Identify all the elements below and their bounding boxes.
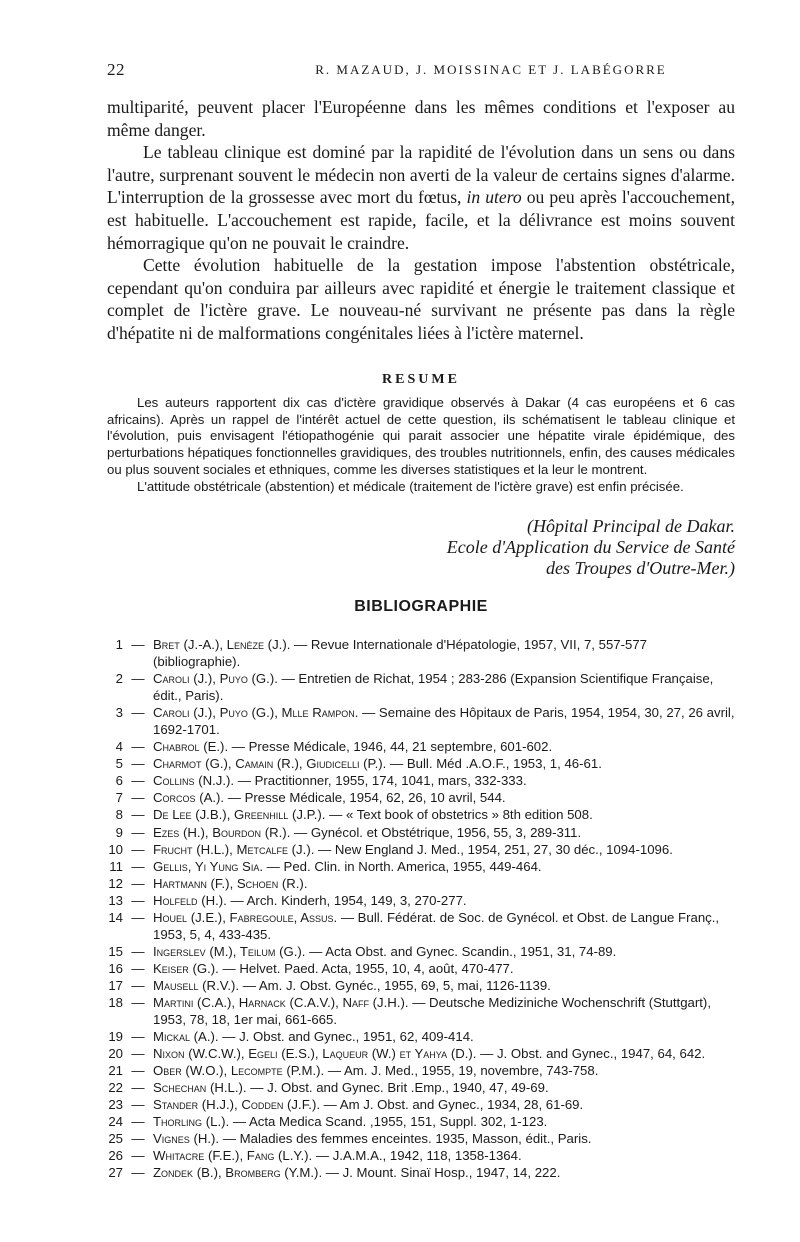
entry-dash: — [131,1080,145,1096]
entry-number: 6 [115,773,123,789]
entry-citation: — Am. J. Med., 1955, 19, novembre, 743-758. [324,1063,599,1079]
affiliation [300,516,735,579]
bibliography-entry [107,1028,735,1045]
bibliography-entry [107,1062,735,1079]
entry-number: 22 [108,1080,123,1096]
entry-citation: — New England J. Med., 1954, 251, 27, 30 déc., 1094-1096. [314,841,673,857]
entry-citation: — Presse Médicale, 1954, 62, 26, 10 avril, 544. [224,790,506,806]
entry-text [153,806,735,823]
body-text [107,96,735,345]
bibliography-entry [107,841,735,858]
entry-authors: Ezes (H.), Bourdon (R.). [153,824,291,840]
bibliography-entry [107,943,735,960]
bibliography-entry [107,1164,735,1181]
affiliation-line-3: des Troupes d'Outre-Mer.) [546,558,735,578]
entry-dash: — [131,705,145,721]
entry-dash: — [131,858,145,874]
entry-number: 26 [108,1148,123,1164]
entry-citation: — J.A.M.A., 1942, 118, 1358-1364. [312,1148,522,1164]
entry-citation: — Entretien de Richat, 1954 ; 283-286 (Expansion Scientifique Française, édit., Paris). [153,671,714,704]
entry-dash: — [131,943,145,959]
entry-number: 24 [108,1114,123,1130]
entry-citation: — « Text book of obstetrics » 8th edition 508. [325,807,593,823]
resume-paragraph-2: L'attitude obstétricale (abstention) et médicale (traitement de l'ictère grave) est enfin précisée. [137,478,684,494]
entry-citation: — Gynécol. et Obstétrique, 1956, 55, 3, 289-311. [290,824,582,840]
entry-citation: — Helvet. Paed. Acta, 1955, 10, 4, août, 470-477. [218,960,514,976]
entry-dash: — [131,892,145,908]
bibliography-title: BIBLIOGRAPHIE [354,598,488,615]
entry-authors: Caroli (J.), Puyo (G.), Mlle Rampon. [153,705,359,721]
entry-number: 23 [108,1097,123,1113]
paragraph-2-part-a: Le tableau clinique est dominé par la rapidité de l'évolution dans un sens ou dans l'autre, surprenant souvent le médecin non averti de la valeur de certains signes d'alarme. L'interruption de la grossesse avec mort du fœtus, [107,142,735,208]
entry-text [153,755,735,772]
entry-text [153,1147,735,1164]
entry-number: 5 [115,756,123,772]
entry-authors: Mickal (A.). [153,1029,219,1045]
bibliography-entry [107,670,735,704]
entry-authors: Ingerslev (M.), Teilum (G.). [153,943,306,959]
entry-citation: — Arch. Kinderh, 1954, 149, 3, 270-277. [226,892,467,908]
entry-text [153,994,735,1028]
bibliography-entry [107,824,735,841]
running-head: R. MAZAUD, J. MOISSINAC ET J. LABÉGORRE [315,62,667,77]
affiliation-line-2: Ecole d'Application du Service de Santé [446,537,735,557]
paragraph-2 [107,141,735,254]
entry-authors: Hartmann (F.), Schoen (R.). [153,875,308,891]
entry-authors: Chabrol (E.). [153,739,229,755]
entry-dash: — [131,960,145,976]
entry-dash: — [131,1165,145,1181]
entry-citation: — Semaine des Hôpitaux de Paris, 1954, 1954, 30, 27, 26 avril, 1692-1701. [153,705,735,738]
bibliography-entry [107,755,735,772]
entry-number: 3 [115,705,123,721]
entry-citation: — Acta Obst. and Gynec. Scandin., 1951, 31, 74-89. [305,943,617,959]
entry-dash: — [131,671,145,687]
entry-authors: Stander (H.J.), Codden (J.F.). [153,1097,321,1113]
entry-authors: Caroli (J.), Puyo (G.). [153,671,278,687]
bibliography-entry [107,738,735,755]
entry-dash: — [131,756,145,772]
entry-dash: — [131,909,145,925]
entry-dash: — [131,1046,145,1062]
entry-number: 16 [108,960,123,976]
entry-authors: Zondek (B.), Bromberg (Y.M.). [153,1165,323,1181]
entry-authors: Holfeld (H.). [153,892,227,908]
entry-text [153,636,735,670]
entry-citation: — Bull. Méd .A.O.F., 1953, 1, 46-61. [386,756,602,772]
entry-dash: — [131,637,145,652]
entry-text [153,892,735,909]
entry-number: 14 [108,909,123,925]
entry-citation: — Ped. Clin. in North. America, 1955, 449-464. [263,858,542,874]
entry-dash: — [131,1029,145,1045]
entry-citation: — Acta Medica Scand. ,1955, 151, Suppl. 302, 1-123. [229,1114,548,1130]
entry-dash: — [131,994,145,1010]
entry-authors: Gellis, Yi Yung Sia. [153,858,264,874]
bibliography-entry [107,772,735,789]
bibliography-entry [107,1130,735,1147]
entry-authors: Charmot (G.), Camain (R.), Giudicelli (P.). [153,756,387,772]
entry-authors: Keiser (G.). [153,960,219,976]
entry-citation: — Deutsche Mediziniche Wochenschrift (Stuttgart), 1953, 78, 18, 1er mai, 661-665. [153,994,711,1028]
paragraph-1: multiparité, peuvent placer l'Européenne dans les mêmes conditions et l'exposer au même danger. [107,97,735,140]
entry-authors: Vignes (H.). [153,1131,220,1147]
entry-citation: — Am J. Obst. and Gynec., 1934, 28, 61-69. [320,1097,584,1113]
entry-text [153,858,735,875]
entry-number: 21 [108,1063,123,1079]
bibliography-entry [107,1079,735,1096]
entry-text [153,772,735,789]
entry-number: 13 [108,892,123,908]
entry-text [153,1164,735,1181]
entry-number: 18 [108,994,123,1010]
entry-citation: — J. Obst. and Gynec., 1947, 64, 642. [476,1046,706,1062]
entry-authors: Thorling (L.). [153,1114,230,1130]
entry-number: 25 [108,1131,123,1147]
entry-number: 1 [115,637,123,652]
entry-authors: Mausell (R.V.). [153,977,240,993]
page-number: 22 [107,60,125,79]
bibliography-entry [107,875,735,892]
entry-text [153,1130,735,1147]
entry-number: 19 [108,1029,123,1045]
entry-authors: Corcos (A.). [153,790,225,806]
bibliography-entry [107,977,735,994]
entry-citation: — Bull. Fédérat. de Soc. de Gynécol. et Obst. de Langue Franç., 1953, 5, 4, 433-435. [153,909,720,942]
entry-number: 9 [115,824,123,840]
bibliography-entry [107,704,735,738]
entry-number: 11 [109,858,123,874]
entry-text [153,1096,735,1113]
entry-number: 12 [108,875,123,891]
bibliography-list [107,636,735,1182]
entry-text [153,738,735,755]
entry-citation: — Am. J. Obst. Gynéc., 1955, 69, 5, mai, 1126-1139. [239,977,551,993]
entry-text [153,704,735,738]
entry-citation: — J. Mount. Sinaï Hosp., 1947, 14, 222. [322,1165,561,1181]
entry-text [153,875,735,892]
entry-number: 2 [115,671,123,687]
paragraph-3: Cette évolution habituelle de la gestation impose l'abstention obstétricale, cependant qu'on conduira par ailleurs avec rapidité et énergie le traitement classique et complet de l'ictère grave. Le nouveau-né survivant ne présente pas dans la règle d'hépatite ni de malformations congénitales liées à l'ictère maternel. [107,255,735,343]
entry-dash: — [131,1063,145,1079]
bibliography-entry [107,789,735,806]
entry-text [153,824,735,841]
entry-authors: Frucht (H.L.), Metcalfe (J.). [153,841,315,857]
entry-citation: — Revue Internationale d'Hépatologie, 1957, VII, 7, 557-577 (bibliographie). [153,637,648,670]
bibliography-entry [107,1113,735,1130]
entry-number: 8 [115,807,123,823]
entry-number: 4 [115,739,123,755]
entry-number: 10 [108,841,123,857]
entry-number: 27 [108,1165,123,1181]
entry-dash: — [131,824,145,840]
entry-text [153,909,735,943]
entry-dash: — [131,875,145,891]
entry-dash: — [131,790,145,806]
entry-dash: — [131,739,145,755]
entry-authors: Schechan (H.L.). [153,1080,247,1096]
entry-authors: Nixon (W.C.W.), Egeli (E.S.), Laqueur (W.) et Yahya (D.). [153,1046,477,1062]
entry-text [153,943,735,960]
entry-dash: — [131,1148,145,1164]
bibliography-entry [107,994,735,1028]
entry-authors: Martini (C.A.), Harnack (C.A.V.), Naff (J.H.). [153,994,409,1010]
entry-dash: — [131,977,145,993]
entry-citation: — Maladies des femmes enceintes. 1935, Masson, édit., Paris. [219,1131,592,1147]
entry-text [153,1028,735,1045]
entry-number: 20 [108,1046,123,1062]
bibliography-entry [107,1147,735,1164]
entry-authors: Collins (N.J.). [153,773,235,789]
entry-dash: — [131,1097,145,1113]
entry-authors: Ober (W.O.), Lecompte (P.M.). [153,1063,325,1079]
entry-text [153,1079,735,1096]
entry-dash: — [131,841,145,857]
page-header [107,60,735,84]
entry-authors: Houel (J.E.), Fabregoule, Assus. [153,909,338,925]
entry-text [153,960,735,977]
entry-dash: — [131,1131,145,1147]
entry-citation: — J. Obst. and Gynec., 1951, 62, 409-414. [218,1029,474,1045]
bibliography-entry [107,1096,735,1113]
entry-text [153,977,735,994]
entry-dash: — [131,807,145,823]
entry-number: 17 [108,977,123,993]
bibliography-entry [107,858,735,875]
entry-text [153,841,735,858]
entry-citation: — Presse Médicale, 1946, 44, 21 septembre, 601-602. [228,739,553,755]
entry-dash: — [131,1114,145,1130]
paragraph-2-part-b: ou peu après l'accouchement, est habituelle. L'accouchement est rapide, facile, et la délivrance est moins souvent hémorragique qu'on ne pouvait le craindre. [107,187,735,253]
entry-authors: Bret (J.-A.), Lenèze (J.). [153,637,291,652]
entry-citation: — J. Obst. and Gynec. Brit .Emp., 1940, 47, 49-69. [246,1080,549,1096]
bibliography-entry [107,1045,735,1062]
paragraph-2-italic: in utero [466,187,522,208]
bibliography-entry [107,909,735,943]
entry-citation: — Practitionner, 1955, 174, 1041, mars, 332-333. [234,773,527,789]
resume-paragraph-1: Les auteurs rapportent dix cas d'ictère gravidique observés à Dakar (4 cas européens et 6 cas africains). Après un rappel de l'intérêt actuel de cette question, ils schématisent le tableau clinique et l'évolution, puis envisagent l'étiopathogénie qui parait associer une hépatite virale épidémique, des perturbations hépatiques fonctionnelles gravidiques, des troubles nutritionnels, enfin, des causes médicales ou plus souvent sociales et ethniques, comme les diverses statistiques et la leur le montrent. [107,394,735,477]
entry-text [153,670,735,704]
bibliography-entry [107,806,735,823]
bibliography-entry [107,636,735,670]
entry-authors: De Lee (J.B.), Greenhill (J.P.). [153,807,326,823]
entry-text [153,1113,735,1130]
bibliography-entry [107,960,735,977]
bibliography-entry [107,892,735,909]
affiliation-line-1: (Hôpital Principal de Dakar. [527,516,735,536]
entry-text [153,1045,735,1062]
entry-authors: Whitacre (F.E.), Fang (L.Y.). [153,1148,313,1164]
entry-text [153,1062,735,1079]
entry-dash: — [131,773,145,789]
resume-section [107,372,735,496]
entry-text [153,789,735,806]
resume-title: RESUME [382,372,460,387]
entry-number: 7 [115,790,123,806]
entry-number: 15 [108,943,123,959]
